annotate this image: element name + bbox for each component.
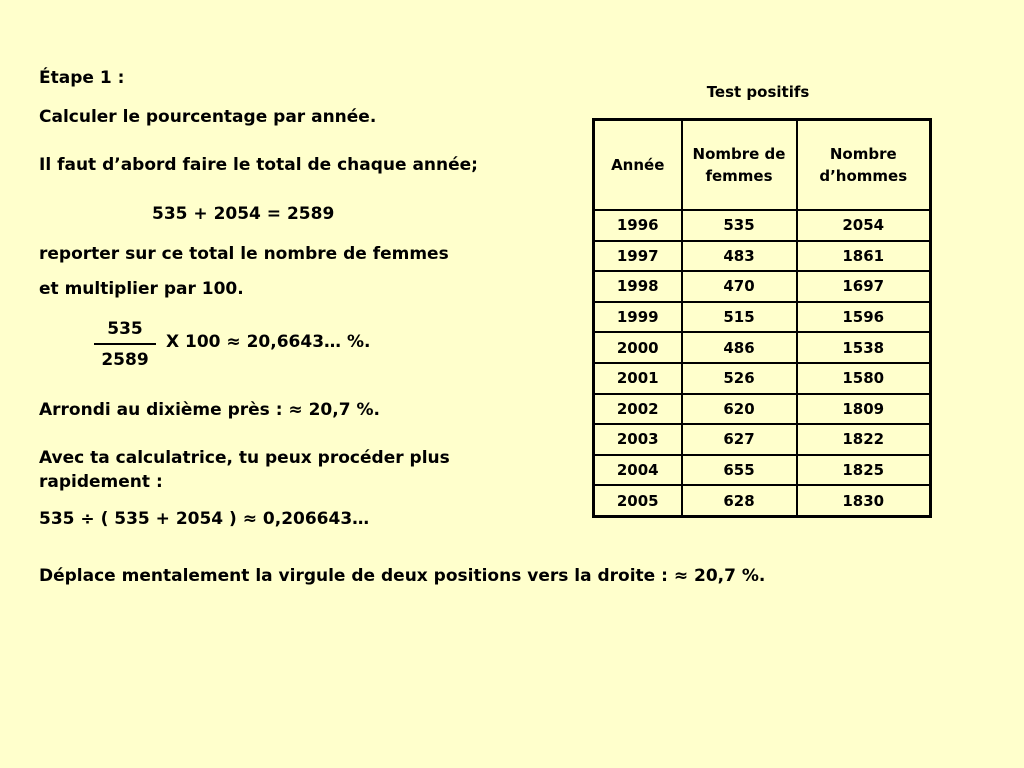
step-title: Étape 1 : bbox=[39, 68, 125, 88]
cell-women: 470 bbox=[682, 271, 797, 302]
fraction-result: X 100 ≈ 20,6643… %. bbox=[166, 332, 371, 352]
table-row bbox=[594, 424, 931, 455]
header-women: Nombre de femmes bbox=[682, 120, 797, 211]
table-row bbox=[594, 302, 931, 333]
instruction-line-1: Calculer le pourcentage par année. bbox=[39, 107, 377, 127]
cell-year: 2001 bbox=[594, 363, 682, 394]
table-header-row bbox=[594, 120, 931, 211]
instruction-line-2: Il faut d’abord faire le total de chaque année; bbox=[39, 155, 478, 175]
cell-women: 515 bbox=[682, 302, 797, 333]
cell-year: 2000 bbox=[594, 332, 682, 363]
instruction-line-3: reporter sur ce total le nombre de femmes bbox=[39, 244, 449, 264]
cell-women: 628 bbox=[682, 485, 797, 516]
instruction-line-4: et multiplier par 100. bbox=[39, 279, 244, 299]
fraction-numerator: 535 bbox=[107, 319, 143, 339]
data-table bbox=[592, 118, 932, 518]
header-men: Nombre d’hommes bbox=[797, 120, 931, 211]
table-row bbox=[594, 241, 931, 272]
fraction bbox=[94, 318, 156, 371]
cell-year: 1997 bbox=[594, 241, 682, 272]
cell-year: 1998 bbox=[594, 271, 682, 302]
table-row bbox=[594, 332, 931, 363]
cell-men: 1809 bbox=[797, 394, 931, 425]
cell-year: 2004 bbox=[594, 455, 682, 486]
cell-year: 2005 bbox=[594, 485, 682, 516]
cell-women: 486 bbox=[682, 332, 797, 363]
header-year: Année bbox=[594, 120, 682, 211]
table-row bbox=[594, 363, 931, 394]
rounded-result: Arrondi au dixième près : ≈ 20,7 %. bbox=[39, 400, 380, 420]
cell-year: 2002 bbox=[594, 394, 682, 425]
cell-women: 620 bbox=[682, 394, 797, 425]
sum-equation: 535 + 2054 = 2589 bbox=[152, 204, 335, 224]
fraction-denominator: 2589 bbox=[101, 350, 149, 370]
cell-men: 2054 bbox=[797, 210, 931, 241]
cell-men: 1596 bbox=[797, 302, 931, 333]
cell-men: 1825 bbox=[797, 455, 931, 486]
calculator-intro-2: rapidement : bbox=[39, 472, 163, 492]
final-instruction: Déplace mentalement la virgule de deux positions vers la droite : ≈ 20,7 %. bbox=[39, 566, 766, 586]
table-row bbox=[594, 271, 931, 302]
cell-women: 627 bbox=[682, 424, 797, 455]
table-row bbox=[594, 394, 931, 425]
cell-women: 655 bbox=[682, 455, 797, 486]
cell-year: 2003 bbox=[594, 424, 682, 455]
calculator-intro-1: Avec ta calculatrice, tu peux procéder plus bbox=[39, 448, 450, 468]
cell-year: 1999 bbox=[594, 302, 682, 333]
fraction-bar bbox=[94, 343, 156, 345]
cell-women: 483 bbox=[682, 241, 797, 272]
cell-women: 535 bbox=[682, 210, 797, 241]
table-row bbox=[594, 485, 931, 516]
cell-men: 1830 bbox=[797, 485, 931, 516]
cell-year: 1996 bbox=[594, 210, 682, 241]
table-row bbox=[594, 455, 931, 486]
cell-women: 526 bbox=[682, 363, 797, 394]
cell-men: 1822 bbox=[797, 424, 931, 455]
cell-men: 1538 bbox=[797, 332, 931, 363]
calculator-equation: 535 ÷ ( 535 + 2054 ) ≈ 0,206643… bbox=[39, 509, 370, 529]
table-caption: Test positifs bbox=[706, 83, 810, 101]
cell-men: 1861 bbox=[797, 241, 931, 272]
table-row bbox=[594, 210, 931, 241]
cell-men: 1580 bbox=[797, 363, 931, 394]
cell-men: 1697 bbox=[797, 271, 931, 302]
